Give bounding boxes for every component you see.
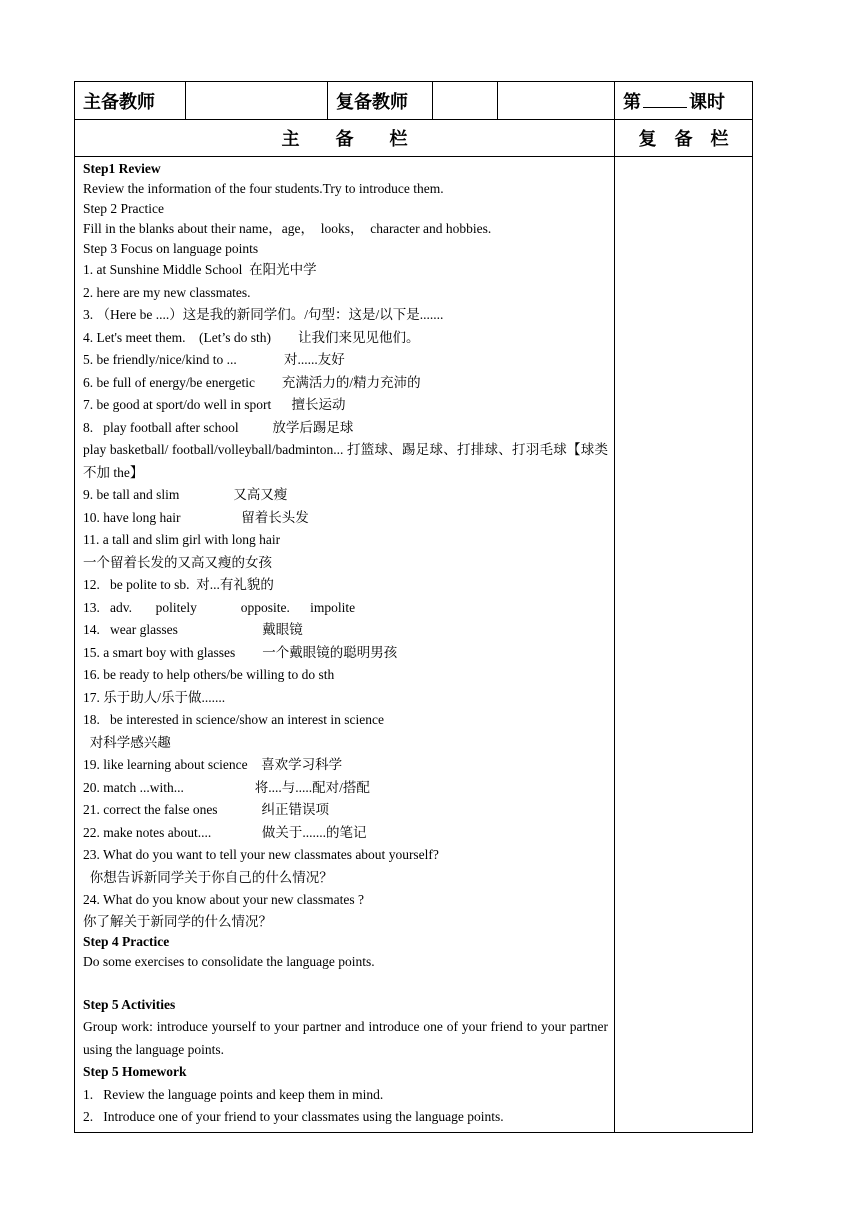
content-line: 一个留着长发的又高又瘦的女孩 [83,554,272,570]
main-teacher-value-cell[interactable] [186,82,328,120]
review-prep-title: 复 备 栏 [638,129,729,149]
content-line: 4. Let's meet them. (Let’s do sth) 让我们来见见他们。 [83,329,420,345]
review-teacher-value-cell-1[interactable] [433,82,498,120]
step-heading: Step 5 Activities [83,996,176,1012]
content-line: 19. like learning about science 喜欢学习科学 [83,757,343,772]
content-line: 9. be tall and slim 又高又瘦 [83,487,288,502]
content-line: 16. be ready to help others/be willing to do sth [83,667,335,682]
lesson-number-blank[interactable] [643,93,687,108]
lesson-suffix: 课时 [689,91,725,112]
content-line: 2. here are my new classmates. [83,284,251,300]
content-line: 21. correct the false ones 纠正错误项 [83,802,329,817]
review-teacher-value-cell-2[interactable] [498,82,615,120]
content-line: 7. be good at sport/do well in sport 擅长运动 [83,397,346,412]
content-line: Review the information of the four students.Try to introduce them. [83,181,444,196]
main-prep-title-cell [75,120,615,157]
main-prep-title: 主 备 栏 [281,129,408,149]
content-line: Step 2 Practice [83,201,164,216]
content-line: 你了解关于新同学的什么情况？ [83,913,272,929]
content-line: 8. play football after school 放学后踢足球 [83,419,354,435]
content-line: 5. be friendly/nice/kind to ... 对......友好 [83,352,345,367]
content-line: 11. a tall and slim girl with long hair [83,532,281,547]
main-teacher-label: 主备教师 [83,91,155,112]
content-line: 15. a smart boy with glasses 一个戴眼镜的聪明男孩 [83,644,398,660]
review-teacher-value-2 [498,90,506,110]
main-prep-content-cell [75,157,615,1133]
main-teacher-label-cell [75,82,186,120]
content-line: Step 3 Focus on language points [83,241,259,256]
content-line: Do some exercises to consolidate the language points. [83,953,375,969]
content-line: play basketball/ football/volleyball/badminton... 打篮球、踢足球、打排球、打羽毛球【球类不加 the】 [83,442,608,480]
content-line: 1. Review the language points and keep them in mind. [83,1086,384,1102]
content-line: 10. have long hair 留着长头发 [83,509,309,525]
review-prep-title-cell [615,120,753,157]
content-line: 1. at Sunshine Middle School 在阳光中学 [83,262,317,277]
content-line: 14. wear glasses 戴眼镜 [83,622,303,637]
content-line: 对科学感兴趣 [83,734,171,750]
lesson-label [615,88,725,114]
step-heading: Step 4 Practice [83,933,170,949]
content-line: 17. 乐于助人/乐于做....... [83,689,226,705]
step-heading: Step1 Review [83,161,161,176]
content-line: 23. What do you want to tell your new classmates about yourself? [83,847,439,862]
lesson-plan-table [74,81,753,1133]
lesson-prefix: 第 [623,91,641,112]
review-prep-content-cell[interactable] [615,157,753,1133]
content-line: 你想告诉新同学关于你自己的什么情况？ [83,869,333,885]
content-line: Group work: introduce yourself to your partner and introduce one of your friend to your partner using the language points. [83,1019,608,1057]
lesson-number-cell[interactable] [615,82,753,120]
content-line: 2. Introduce one of your friend to your classmates using the language points. [83,1109,504,1124]
content-line: 3. （Here be ....）这是我的新同学们。/句型：这是/以下是....... [83,307,444,322]
review-teacher-label: 复备教师 [336,91,408,112]
content-line: 12. be polite to sb. 对...有礼貌的 [83,577,274,592]
content-line: 6. be full of energy/be energetic 充满活力的/精力充沛的 [83,374,421,390]
blank-line [83,972,614,994]
lesson-content [75,157,614,1129]
main-teacher-value [186,90,194,110]
content-line: 24. What do you know about your new classmates ? [83,892,364,907]
step-heading: Step 5 Homework [83,1064,187,1079]
content-line: 22. make notes about.... 做关于.......的笔记 [83,824,367,840]
content-line: Fill in the blanks about their name，age， looks， character and hobbies. [83,221,492,236]
review-teacher-value-1 [433,90,441,110]
content-line: 13. adv. politely opposite. impolite [83,599,356,615]
content-line: 18. be interested in science/show an interest in science [83,712,385,727]
content-line: 20. match ...with... 将....与.....配对/搭配 [83,779,370,795]
review-teacher-label-cell [328,82,433,120]
